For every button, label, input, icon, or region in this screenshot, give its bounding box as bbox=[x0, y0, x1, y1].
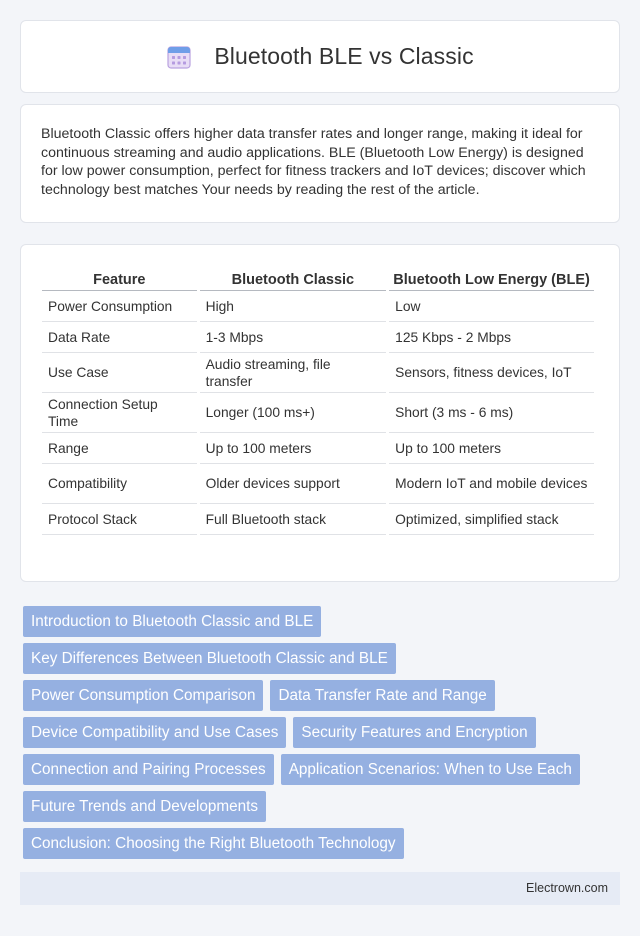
table-cell-feature: Power Consumption bbox=[42, 291, 197, 322]
footer-site-name: Electrown.com bbox=[526, 881, 608, 895]
topic-link-introduction[interactable]: Introduction to Bluetooth Classic and BLE bbox=[23, 606, 321, 637]
table-cell-feature: Data Rate bbox=[42, 322, 197, 353]
table-cell-feature: Compatibility bbox=[42, 464, 197, 504]
topic-link-power-consumption[interactable]: Power Consumption Comparison bbox=[23, 680, 263, 711]
table-cell-feature: Use Case bbox=[42, 353, 197, 393]
table-row bbox=[42, 291, 594, 322]
table-cell-ble: Sensors, fitness devices, IoT bbox=[389, 353, 594, 393]
table-cell-classic: Longer (100 ms+) bbox=[200, 393, 387, 433]
table-header-row bbox=[42, 265, 594, 291]
footer bbox=[20, 872, 620, 905]
intro-text: Bluetooth Classic offers higher data transfer rates and longer range, making it ideal for continuous streaming and audio applications. BLE (Bluetooth Low Energy) is designed for low power consumption, perfect for fitness trackers and IoT devices; discover which technology best matches Your needs by reading the rest of the article. bbox=[41, 126, 586, 198]
topic-link-pairing[interactable]: Connection and Pairing Processes bbox=[23, 754, 274, 785]
topic-link-key-differences[interactable]: Key Differences Between Bluetooth Classic and BLE bbox=[23, 643, 396, 674]
table-cell-ble: Low bbox=[389, 291, 594, 322]
table-cell-feature: Connection Setup Time bbox=[42, 393, 197, 433]
topic-link-conclusion[interactable]: Conclusion: Choosing the Right Bluetooth Technology bbox=[23, 828, 404, 859]
calendar-icon bbox=[166, 44, 192, 70]
table-cell-classic: Older devices support bbox=[200, 464, 387, 504]
topic-link-compatibility[interactable]: Device Compatibility and Use Cases bbox=[23, 717, 286, 748]
comparison-table bbox=[39, 265, 597, 535]
table-cell-classic: Audio streaming, file transfer bbox=[200, 353, 387, 393]
page-title: Bluetooth BLE vs Classic bbox=[214, 43, 474, 69]
table-row bbox=[42, 464, 594, 504]
topic-link-scenarios[interactable]: Application Scenarios: When to Use Each bbox=[281, 754, 580, 785]
table-row bbox=[42, 433, 594, 464]
table-row bbox=[42, 393, 594, 433]
table-cell-ble: Optimized, simplified stack bbox=[389, 504, 594, 535]
table-cell-ble: Short (3 ms - 6 ms) bbox=[389, 393, 594, 433]
topic-link-security[interactable]: Security Features and Encryption bbox=[293, 717, 535, 748]
column-header-ble: Bluetooth Low Energy (BLE) bbox=[389, 265, 594, 291]
column-header-classic: Bluetooth Classic bbox=[200, 265, 387, 291]
table-cell-feature: Protocol Stack bbox=[42, 504, 197, 535]
table-cell-ble: 125 Kbps - 2 Mbps bbox=[389, 322, 594, 353]
intro-card bbox=[20, 104, 620, 223]
table-cell-classic: 1-3 Mbps bbox=[200, 322, 387, 353]
comparison-table-card bbox=[20, 244, 620, 582]
topic-link-future-trends[interactable]: Future Trends and Developments bbox=[23, 791, 266, 822]
table-cell-ble: Modern IoT and mobile devices bbox=[389, 464, 594, 504]
table-cell-classic: Up to 100 meters bbox=[200, 433, 387, 464]
table-row bbox=[42, 353, 594, 393]
table-row bbox=[42, 504, 594, 535]
topic-links bbox=[23, 606, 613, 859]
table-row bbox=[42, 322, 594, 353]
column-header-feature: Feature bbox=[42, 265, 197, 291]
topic-link-data-transfer[interactable]: Data Transfer Rate and Range bbox=[270, 680, 494, 711]
table-cell-classic: Full Bluetooth stack bbox=[200, 504, 387, 535]
table-cell-ble: Up to 100 meters bbox=[389, 433, 594, 464]
header-card bbox=[20, 20, 620, 93]
table-cell-classic: High bbox=[200, 291, 387, 322]
title-wrap bbox=[166, 43, 473, 70]
table-cell-feature: Range bbox=[42, 433, 197, 464]
